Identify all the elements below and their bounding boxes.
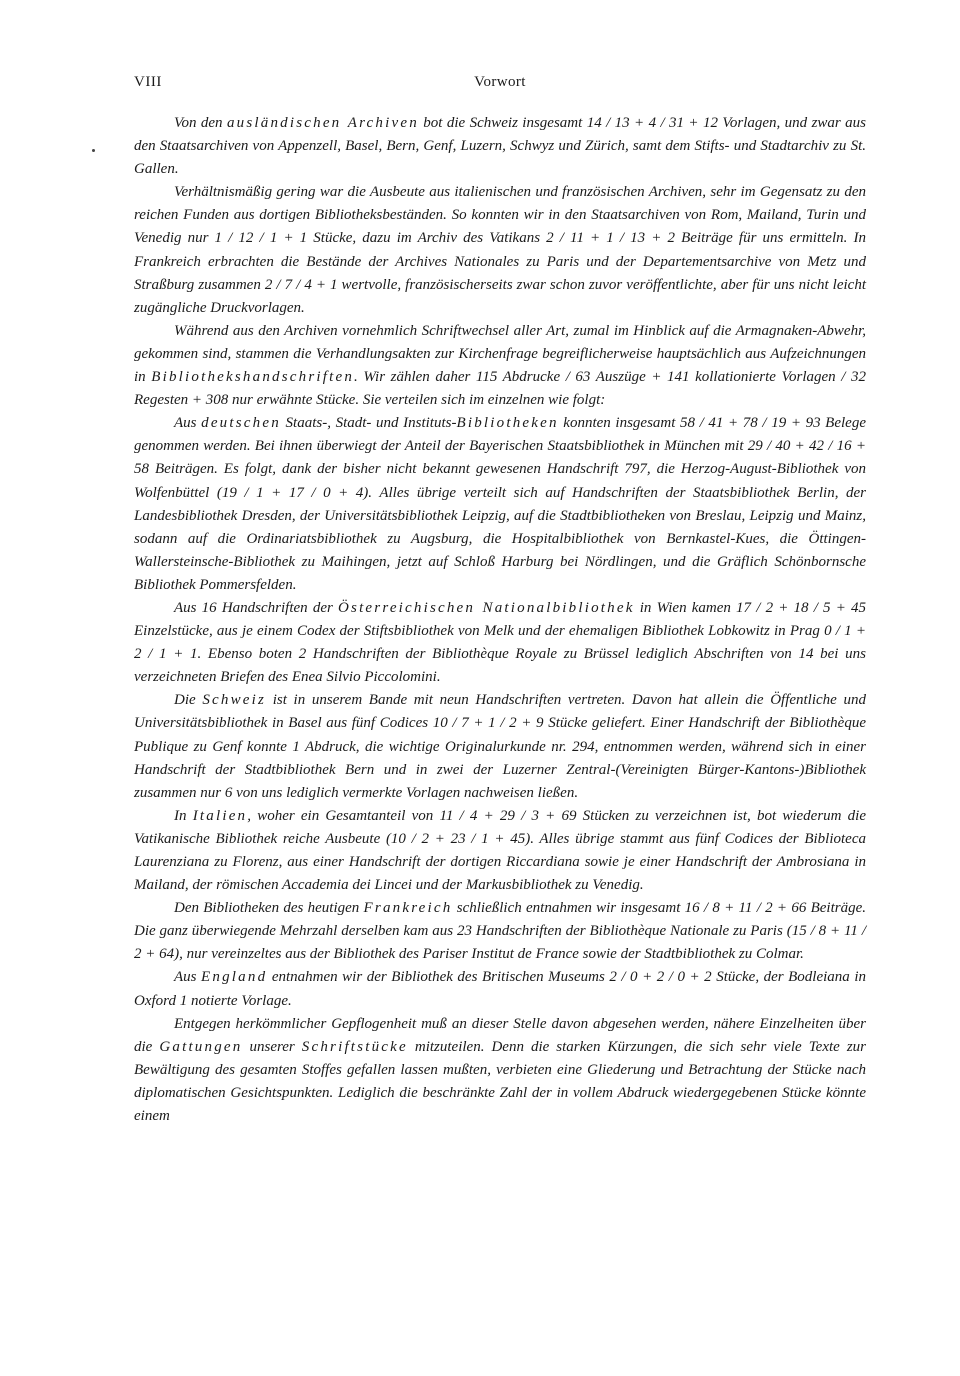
paragraph	[134, 597, 866, 689]
text-run: bot die Schweiz insgesamt 14 / 13 + 4 / 31 + 12 Vorlagen, und zwar aus den Staatsarchiven von Appenzell, Basel, Bern, Genf, Luzern, Schwyz und Zürich, samt dem Stifts- und Stadtarchiv zu St. Gallen.	[134, 115, 866, 178]
paragraph	[134, 897, 866, 966]
paragraph	[134, 966, 866, 1012]
margin-mark	[92, 149, 95, 152]
paragraph	[134, 320, 866, 412]
spaced-emphasis: ausländischen Archiven	[226, 115, 419, 131]
spaced-emphasis: Italien	[192, 807, 248, 824]
text-run: Während aus den Archiven vornehmlich Schriftwechsel aller Art, zumal im Hinblick auf die Armagnaken-Abwehr, gekommen sind, stammen die Verhandlungsakten zur Kirchenfrage begreiflicherweise hauptsächlich aus Aufzeichnungen in	[134, 322, 866, 386]
text-run: . Wir zählen daher 115 Abdrucke / 63 Auszüge + 141 kollationierte Vorlagen / 32 Regesten + 308 nur erwähnte Stücke. Sie verteilen sich im einzelnen wie folgt:	[134, 369, 866, 409]
spaced-emphasis: England	[201, 969, 268, 986]
text-run: ist in unserem Bande mit neun Handschriften vertreten. Davon hat allein die Öffentliche und Universitätsbibliothek in Basel aus fünf Codices 10 / 7 + 1 / 2 + 9 Stücke geliefert. Einer Handschrift der Bibliothèque Publique zu Genf konnte 1 Abdruck, die wichtige Originalurkunde nr. 294, entnommen werden, während sich in einer Handschrift der Stadtbibliothek Bern und in zwei der Luzerner Zentral-(Vereinigten Bürger-Kantons-)Bibliothek zusammen nur 6 von uns lediglich vermerkte Vorlagen nachweisen ließen.	[134, 692, 866, 801]
spaced-emphasis: Schriftstücke	[301, 1038, 408, 1055]
text-run: Aus 16 Handschriften der	[174, 599, 338, 616]
text-run: Aus	[174, 415, 202, 432]
paragraph	[134, 112, 866, 181]
spaced-emphasis: Bibliotheken	[456, 415, 559, 432]
spaced-emphasis: Frankreich	[363, 900, 453, 917]
spaced-emphasis: Schweiz	[202, 692, 267, 709]
text-run: Von den	[174, 115, 227, 131]
paragraph	[134, 412, 866, 597]
spaced-emphasis: Gattungen	[159, 1038, 243, 1055]
body-text	[134, 112, 866, 1128]
text-run: entnahmen wir der Bibliothek des Britischen Museums 2 / 0 + 2 / 0 + 2 Stücke, der Bodleiana in Oxford 1 notierte Vorlage.	[134, 969, 867, 1009]
paragraph	[134, 805, 866, 897]
paragraph	[134, 1013, 866, 1128]
running-title: Vorwort	[474, 74, 526, 90]
text-run: Den Bibliotheken des heutigen	[174, 900, 364, 917]
spaced-emphasis: deutschen	[201, 415, 281, 432]
text-run: In	[174, 807, 193, 824]
text-run: Aus	[174, 969, 202, 986]
paragraph	[134, 689, 866, 804]
text-run: unserer	[242, 1038, 302, 1055]
text-run: , woher ein Gesamtanteil von 11 / 4 + 29 / 3 + 69 Stücken zu verzeichnen ist, bot wiederum die Vatikanische Bibliothek reiche Ausbeute (10 / 2 + 23 / 1 + 45). Alles übrige stammt aus fünf Codices der Biblioteca Laurenziana zu Florenz, aus einer Handschrift der dortigen Riccardiana sowie je einer Handschrift der Ambrosiana in Mailand, der römischen Accademia dei Lincei und der Markusbibliothek zu Venedig.	[134, 807, 867, 894]
page-number: VIII	[134, 74, 162, 90]
running-head	[134, 74, 866, 96]
text-run: Staats-, Stadt- und Instituts-	[280, 415, 457, 432]
text-run: Entgegen herkömmlicher Gepflogenheit muß an dieser Stelle davon abgesehen werden, nähere Einzelheiten über die	[134, 1015, 866, 1055]
text-run: mitzuteilen. Denn die starken Kürzungen, die sich sehr viele Texte zur Bewältigung des gesamten Stoffes gefallen lassen mußten, verbieten eine Gliederung und Betrachtung der Stücke nach diplomatischen Gesichtspunkten. Lediglich die beschränkte Zahl der in vollem Abdruck wiedergegebenen Stücke könnte einem	[134, 1038, 867, 1125]
text-run: konnten insgesamt 58 / 41 + 78 / 19 + 93 Belege genommen werden. Bei ihnen überwiegt der Anteil der Bayerischen Staatsbibliothek in München mit 29 / 40 + 42 / 16 + 58 Beiträgen. Es folgt, dank der bisher nicht bekannt gewesenen Handschrift 797, die Herzog-August-Bibliothek von Wolfenbüttel (19 / 1 + 17 / 0 + 4). Alles übrige verteilt sich auf Handschriften der Staatsbibliothek Berlin, der Landesbibliothek Dresden, der Universitätsbibliothek Leipzig, auf die Stadtbibliotheken von Breslau, Leipzig und Mainz, sodann auf die Ordinariatsbibliothek zu Augsburg, die Hospitalbibliothek von Bernkastel-Kues, die Öttingen-Wallersteinsche-Bibliothek zu Maihingen, jetzt auf Schloß Harburg bei Nördlingen, und die Gräflich Schönbornsche Bibliothek Pommersfelden.	[134, 415, 866, 593]
spaced-emphasis: Bibliothekshandschriften	[151, 369, 355, 386]
text-run: Verhältnismäßig gering war die Ausbeute aus italienischen und französischen Archiven, sehr im Gegensatz zu den reichen Funden aus dortigen Bibliotheksbeständen. So konnten wir in den Staatsarchiven von Rom, Mailand, Turin und Venedig nur 1 / 12 / 1 + 1 Stücke, dazu im Archiv des Vatikans 2 / 11 + 1 / 13 + 2 Beiträge für uns ermitteln. In Frankreich erbrachten die Bestände der Archives Nationales zu Paris und der Departementsarchive von Metz und Straßburg zusammen 2 / 7 / 4 + 1 wertvolle, französischerseits zwar schon zuvor veröffentlichte, aber für uns nicht leicht zugängliche Druckvorlagen.	[134, 184, 866, 316]
text-run: in Wien kamen 17 / 2 + 18 / 5 + 45 Einzelstücke, aus je einem Codex der Stiftsbibliothek von Melk und der ehemaligen Bibliothek Lobkowitz in Prag 0 / 1 + 2 / 1 + 1. Ebenso boten 2 Handschriften der Bibliothèque Royale zu Brüssel lediglich Abschriften von 14 bei uns verzeichneten Briefen des Enea Silvio Piccolomini.	[134, 599, 866, 686]
text-run: Die	[174, 692, 203, 709]
text-run: schließlich entnahmen wir insgesamt 16 / 8 + 11 / 2 + 66 Beiträge. Die ganz überwiegende Mehrzahl derselben kam aus 23 Handschriften der Bibliothèque Nationale zu Paris (15 / 8 + 11 / 2 + 64), nur vereinzeltes aus der Bibliothek des Pariser Institut de France sowie der Stadtbibliothek zu Colmar.	[134, 900, 866, 963]
paragraph	[134, 181, 866, 320]
spaced-emphasis: Österreichischen Nationalbibliothek	[338, 599, 635, 616]
